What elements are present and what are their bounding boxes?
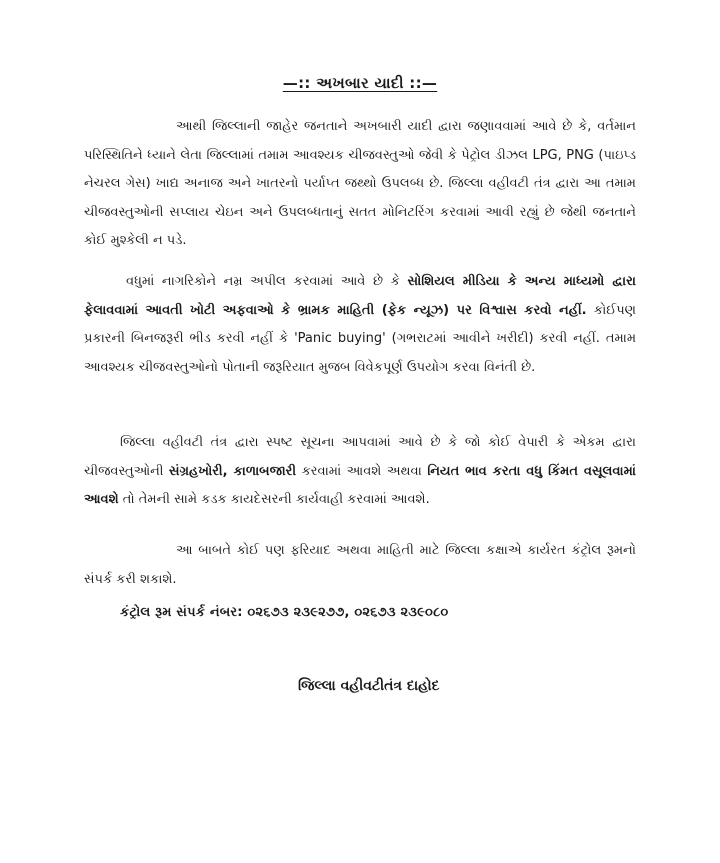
signature: જિલ્લા વહીવટીતંત્ર દાહોદ — [298, 678, 440, 694]
paragraph-complaint-text: આ બાબતે કોઈ પણ ફરિયાદ અથવા માહિતી માટે જિલ્લા કક્ષાએ કાર્યરત કંટ્રોલ રૂમનો સંપર્ક કરી શકાશે. — [84, 543, 636, 587]
paragraph-warning-bold-2: નિયત ભાવ કરતા વધુ કિંમત વસૂલવામાં આવશે — [84, 463, 636, 507]
paragraph-warning-text: જિલ્લા વહીવટી તંત્ર દ્વારા સ્પષ્ટ સૂચના આપવામાં આવે છે કે જો કોઈ વેપારી કે એકમ દ્વારા ચીજવસ્તુઓની — [84, 435, 636, 479]
paragraph-appeal-text: વધુમાં નાગરિકોને નમ્ર અપીલ કરવામાં આવે છે કે — [126, 274, 408, 289]
paragraph-warning-text-3: તો તેમની સામે કડક કાયદેસરની કાર્યવાહી કરવામાં આવશે. — [118, 492, 430, 507]
paragraph-availability — [84, 113, 636, 256]
control-room-contact: કંટ્રોલ રૂમ સંપર્ક નંબર: ૦૨૬૭૩ ૨૩૯૨૭૭, ૦૨૬૭૩ ૨૩૯૦૮૦ — [120, 605, 449, 620]
paragraph-warning — [84, 429, 636, 515]
paragraph-warning-bold-1: સંગ્રહખોરી, કાળાબજારી — [169, 463, 297, 479]
paragraph-complaint — [84, 537, 636, 594]
document-title: —:: અખબાર યાદી ::— — [282, 74, 438, 92]
paragraph-availability-text: આથી જિલ્લાની જાહેર જનતાને અખબારી યાદી દ્વારા જણાવવામાં આવે છે કે, વર્તમાન પરિસ્થિતિને ધ્યાને લેતા જિલ્લામાં તમામ આવશ્યક ચીજવસ્તુઓ જેવી કે પેટ્રોલ ડીઝલ LPG, PNG (પાઇપ્ડ નેચરલ ગેસ) ખાદ્ય અનાજ અને ખાતરનો પર્યાપ્ત જથ્થો ઉપલબ્ધ છે. જિલ્લા વહીવટી તંત્ર દ્વારા આ તમામ ચીજવસ્તુઓની સપ્લાય ચેઇન અને ઉપલબ્ધતાનું સતત મોનિટરિંગ કરવામાં આવી રહ્યું છે જેથી જનતાને કોઈ મુશ્કેલી ન પડે. — [84, 119, 636, 248]
paragraph-warning-text-2: કરવામાં આવશે અથવા — [296, 463, 428, 479]
paragraph-appeal-text-2: કોઈપણ પ્રકારની બિનજરૂરી ભીડ કરવી નહીં કે 'Panic buying' (ગભરાટમાં આવીને ખરીદી) કરવી નહીં. તમામ આવશ્યક ચીજવસ્તુઓનો પોતાની જરૂરિયાત મુજબ વિવેકપૂર્ણ ઉપયોગ કરવા વિનંતી છે. — [84, 302, 637, 375]
paragraph-appeal — [84, 268, 636, 382]
paragraph-appeal-bold: સોશિયલ મીડિયા કે અન્ય માધ્યમો દ્વારા ફેલાવવામાં આવતી ખોટી અફવાઓ કે ભ્રામક માહિતી (ફેક ન્યૂઝ) પર વિશ્વાસ કરવો નહીં. — [84, 274, 636, 318]
